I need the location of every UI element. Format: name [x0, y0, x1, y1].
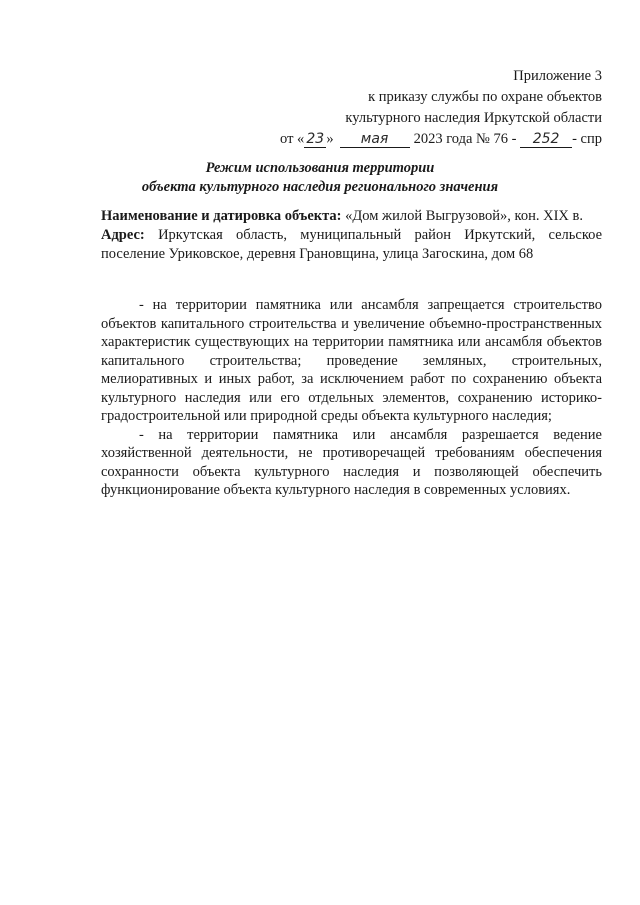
annex-date-line — [280, 129, 602, 150]
title-line-1: Режим использования территории — [205, 160, 435, 176]
annex-authority: культурного наследия Иркутской области — [345, 110, 602, 126]
annex-header — [280, 66, 602, 150]
object-address-value: Иркутская область, муниципальный район Иркутский, сельское поселение Уриковское, деревня Грановщина, улица Загоскина, дом 68 — [101, 227, 603, 262]
title-line-2: объекта культурного наследия регионального значения — [141, 179, 499, 195]
annex-title: Приложение 3 — [513, 68, 602, 84]
regime-prohibited-paragraph: - на территории памятника или ансамбля запрещается строительство объектов капитального строительства и увеличение объемно-пространственных характеристик существующих на территории памятника или ансамбля объектов капитального строительства; проведение земляных, строительных, мелиоративных и иных работ, за исключением работ по сохранению объекта культурного наследия или его отдельных элементов, сохранению историко-градостроительной или природной среды объекта культурного наследия; — [101, 297, 602, 424]
object-name-value: «Дом жилой Выгрузовой», кон. XIX в. — [345, 208, 583, 224]
document-title — [0, 159, 640, 197]
object-address-label: Адрес: — [101, 227, 145, 243]
object-address-row — [101, 226, 602, 264]
object-name-row — [101, 207, 602, 226]
annex-order-ref: к приказу службы по охране объектов — [368, 89, 602, 105]
order-suffix: - спр — [572, 131, 602, 147]
object-name-label: Наименование и датировка объекта: — [101, 208, 342, 224]
date-year: 2023 года № 76 - — [413, 131, 517, 147]
handwritten-order-number: 252 — [520, 131, 572, 148]
handwritten-month: мая — [340, 131, 410, 148]
date-prefix: от « — [280, 131, 305, 147]
date-mid: » — [326, 131, 334, 147]
regime-text — [101, 296, 602, 500]
regime-permitted-paragraph: - на территории памятника или ансамбля разрешается ведение хозяйственной деятельности, не противоречащей требованиям обеспечения сохранности объекта культурного наследия и позволяющей обеспечить функционирование объекта культурного наследия в современных условиях. — [101, 426, 602, 498]
object-details — [101, 207, 602, 264]
handwritten-day: 23 — [304, 131, 326, 148]
